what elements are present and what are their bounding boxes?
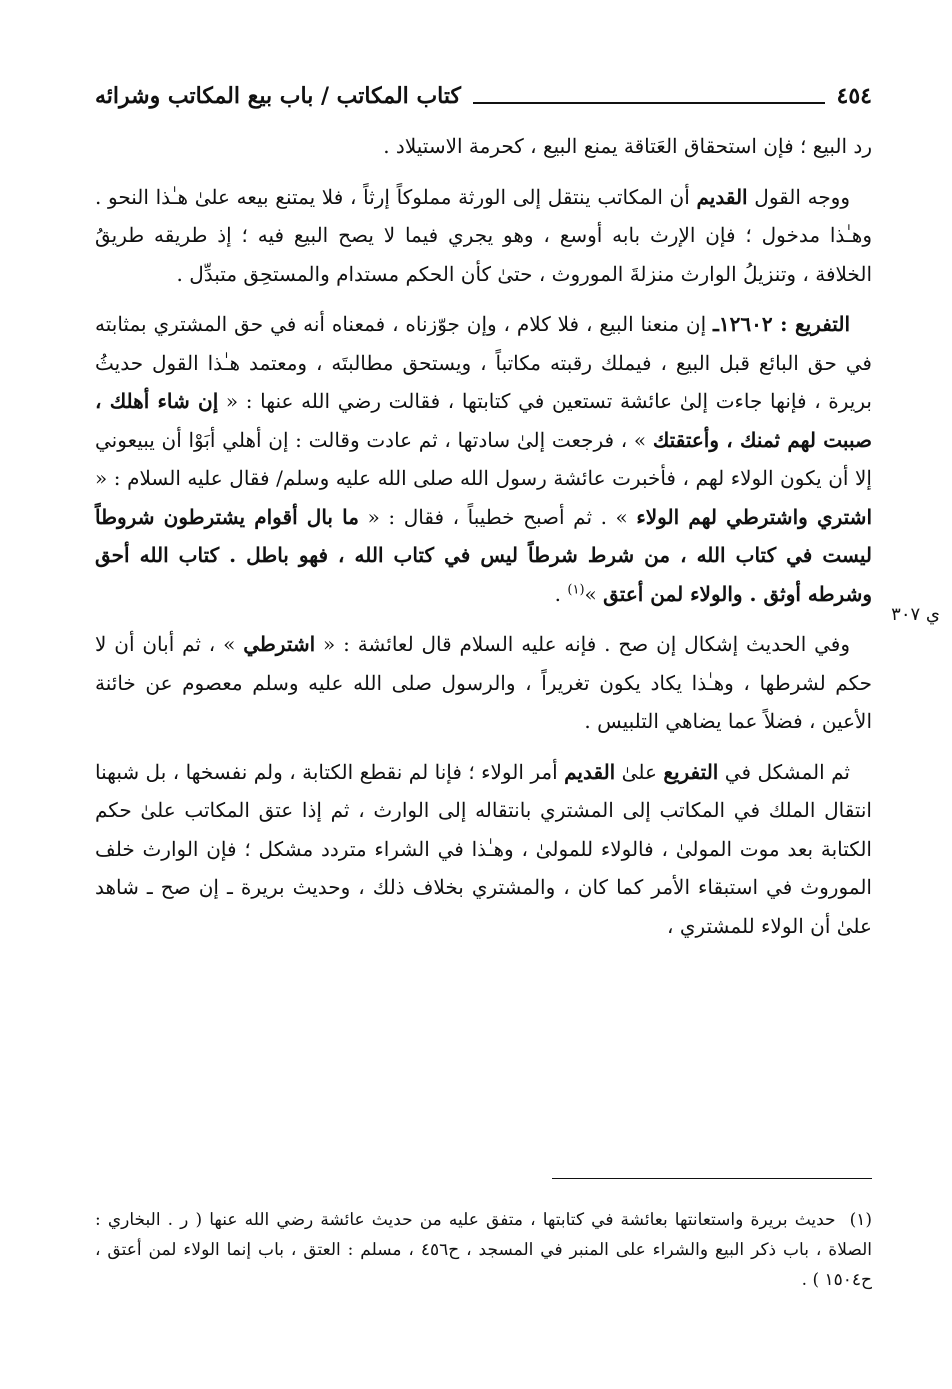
text-span: ووجه القول [747, 184, 850, 209]
header-rule [473, 102, 825, 104]
text-span: وفي الحديث إشكال إن صح . فإنه عليه السلام قال لعائشة : « [315, 632, 850, 656]
text-span: » . ثم أصبح خطيباً ، فقال : « [359, 504, 637, 529]
page-number: ٤٥٤ [836, 83, 872, 109]
paragraph-1-text: رد البيع ؛ فإن استحقاق العَتاقة يمنع البيع ، كحرمة الاستيلاد . [383, 134, 872, 158]
paragraph-4 [95, 625, 872, 741]
footnote-text: حديث بريرة واستعانتها بعائشة في كتابتها ، متفق عليه من حديث عائشة رضي الله عنها ( ر . البخاري : الصلاة ، باب ذكر البيع والشراء على المنبر في المسجد ، ح٤٥٦ ، مسلم : العتق ، باب إنما الولاء لمن أعتق ، ح١٥٠٤ ) . [95, 1210, 872, 1290]
section-heading: التفريع : ١٢٦٠٢ـ [713, 312, 850, 336]
footnote-reference[interactable]: (١) [567, 581, 585, 597]
text-span: أمر الولاء ؛ فإنا لم نقطع الكتابة ، ولم نفسخها ، بل شبهنا انتقال الملك في المكاتب إلى المشتري بانتقاله إلى الوارث ، ثم إذا عتق المكاتب علىٰ حكم الكتابة بعد موت المولىٰ ، فالولاء للمولىٰ ، وهـٰذا في الشراء متردد مشكل ؛ فإن الوارث خلف الموروث في استبقاء الأمر كما كان ، والمشتري بخلاف ذلك ، وحديث بريرة ـ إن صح ـ شاهد علىٰ أن الولاء للمشتري ، [95, 759, 872, 938]
hadith-quote: اشترطي [243, 632, 316, 656]
running-header [95, 76, 872, 116]
margin-note: ي ٣٠٧ [891, 604, 940, 625]
hadith-quote: اشتري واشترطي لهم الولاء [636, 504, 873, 529]
text-span: » ، ثم أبان أن لا حكم لشرطها ، وهـٰذا يكاد يكون تغريراً ، والرسول صلى الله عليه وسلم معصوم عن خائنة الأعين ، فضلاً عما يضاهي التلبيس . [95, 632, 872, 733]
text-span: . [554, 581, 568, 606]
text-span: علىٰ [615, 759, 664, 784]
hadith-quote: إن شاء أهلك ، صببت لهم ثمنك ، وأعتقتك [95, 389, 872, 452]
bold-term: القديم [696, 184, 748, 209]
bold-term: التفريع [663, 759, 719, 784]
text-span: أن المكاتب ينتقل إلى الورثة مملوكاً إرثاً ، فلا يمتنع بيعه علىٰ هـٰذا النحو . وهـٰذا مدخول ؛ فإن الإرث بابه أوسع ، وهو يجري فيما لا يصح البيع فيه ؛ إذ طريقه طريقُ الخلافة ، وتنزيلُ الوارث منزلةَ الموروث ، حتىٰ كأن الحكم مستدام والمستحِق متبدِّل . [95, 184, 872, 286]
header-title: كتاب المكاتب / باب بيع المكاتب وشرائه [95, 83, 461, 109]
paragraph-5 [95, 753, 872, 946]
text-span: ثم المشكل في [718, 759, 850, 784]
footnote-item [95, 1205, 872, 1295]
text-span: إن منعنا البيع ، فلا كلام ، وإن جوّزناه ، فمعناه أنه في حق المشتري بمثابته في حق البائع قبل البيع ، فيملك رقبته مكاتباً ، ويستحق مطالبتَه ، ومعتمد هـٰذا القول حديثُ بريرة ، فإنها جاءت إلىٰ عائشة تستعين في كتابتها ، فقالت رضي الله عنها : « [95, 312, 872, 413]
footnotes [95, 1205, 872, 1295]
body-text [95, 127, 872, 957]
paragraph-2 [95, 178, 872, 294]
paragraph-3 [95, 305, 872, 613]
text-span: » [584, 581, 604, 606]
footnote-mark: (١) [849, 1210, 872, 1230]
footnote-separator [552, 1178, 872, 1179]
text-span: » ، فرجعت إلىٰ سادتها ، ثم عادت وقالت : إن أهلي أبَوْا أن يبيعوني إلا أن يكون الولاء لهم ، فأخبرت عائشة رسول الله صلى الله عليه وسلم/ فقال عليه السلام : « [95, 427, 872, 490]
paragraph-1 [95, 127, 872, 166]
hadith-quote: ما بال أقوام يشترطون شروطاً ليست في كتاب الله ، من شرط شرطاً ليس في كتاب الله ، فهو باطل . كتاب الله أحق وشرطه أوثق . والولاء لمن أعتق [95, 504, 872, 606]
bold-term: القديم [564, 759, 616, 784]
